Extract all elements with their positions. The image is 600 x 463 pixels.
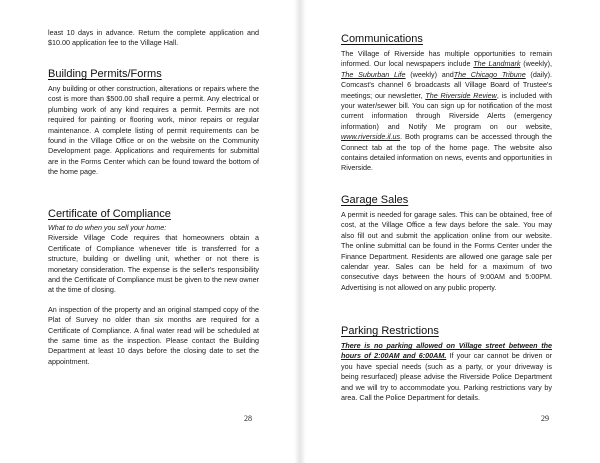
garage-sales-heading: Garage Sales (341, 194, 409, 206)
intro-section (48, 28, 259, 49)
compliance-subheading: What to do when you sell your home: (48, 223, 167, 232)
garage-sales-body: A permit is needed for garage sales. This can be obtained, free of cost, at the Village Office a few days before the sale. You may also fill out and submit the application online from our website. The online submittal can be found in the Forms Center under the Finance Department. Residents are allowed one garage sale per calendar year. Sales can be held for a maximum of two consecutive days between the hours of 9:00AM and 5:00PM. Advertising is not allowed on any public property. (341, 210, 552, 292)
parking-section (341, 325, 552, 403)
communications-section (341, 33, 552, 174)
riverside-review-title: The Riverside Review (425, 90, 497, 100)
page-number-right: 29 (541, 414, 549, 423)
building-permits-body: Any building or other construction, alterations or repairs where the cost is more than $500.00 shall require a permit. Any electrical or plumbing work of any kind requires a permit. Permits are not required for painting or flooring work, minor repairs or regular maintenance. A complete listing of permit requirements can be found in the Village Office or on the website on the Community Development page. Applications and requirements for submittal are in the Forms Center which can be found toward the bottom of the home page. (48, 84, 259, 177)
website-link[interactable]: www.riverside.il.us (341, 132, 401, 142)
compliance-body-1: Riverside Village Code requires that homeowners obtain a Certificate of Compliance whenever title is transferred for a structure, building or dwelling unit, whether or not there is monetary consideration. The expense is the seller's responsibility and the Certificate of Compliance must be given to the new owner at the time of closing. (48, 233, 259, 295)
page-number-left: 28 (244, 414, 252, 423)
chicago-tribune-title: The Chicago Tribune (453, 69, 526, 79)
parking-bold-notice: There is no parking allowed on Village street between the hours of 2:00AM and 6:00AM. (341, 341, 552, 361)
compliance-heading: Certificate of Compliance (48, 208, 171, 220)
intro-text: least 10 days in advance. Return the complete application and $10.00 application fee to the Village Hall. (48, 28, 259, 48)
parking-body (341, 341, 552, 403)
communications-text-4: (daily). Comcast's channel 6 broadcasts all Village Board of Trustee's meetings; our newsletter, (341, 69, 552, 100)
communications-text-6: . Both programs can be accessed through the Connect tab at the top of the home page. The website also contains detailed information on news, events and opportunities in Riverside. (341, 132, 552, 173)
communications-heading: Communications (341, 33, 423, 45)
suburban-life-title: The Suburban Life (341, 69, 406, 79)
communications-text-3: (weekly) and (405, 69, 454, 79)
parking-body-text: If your car cannot be driven or you have special needs (such as a party, or your driveway is being resurfaced) please advise the Riverside Police Department and we will try to accommodate you. Parking restrictions vary by area. Call the Police Department for details. (341, 351, 553, 403)
building-permits-heading: Building Permits/Forms (48, 68, 162, 80)
communications-body (341, 49, 552, 174)
communications-text-2: (weekly), (520, 59, 552, 69)
communications-text-1: The Village of Riverside has multiple opportunities to remain informed. Our local newspapers include (341, 49, 552, 69)
compliance-section (48, 208, 259, 367)
garage-sales-section (341, 194, 552, 293)
compliance-body-2: An inspection of the property and an original stamped copy of the Plat of Survey no older than six months are required for a Certificate of Compliance. A final water read will be scheduled at the same time as the inspection. Please contact the Building Department at least 10 days before the closing date to set the appointment. (48, 304, 259, 366)
parking-heading: Parking Restrictions (341, 325, 439, 337)
building-permits-section (48, 68, 259, 178)
landmark-title: The Landmark (473, 59, 521, 69)
right-page (300, 0, 600, 463)
communications-text-5: , is included with your water/sewer bill. You can sign up for notification of the most current information through Riverside Alerts (emergency information) and Notify Me program on our website, (341, 90, 553, 131)
